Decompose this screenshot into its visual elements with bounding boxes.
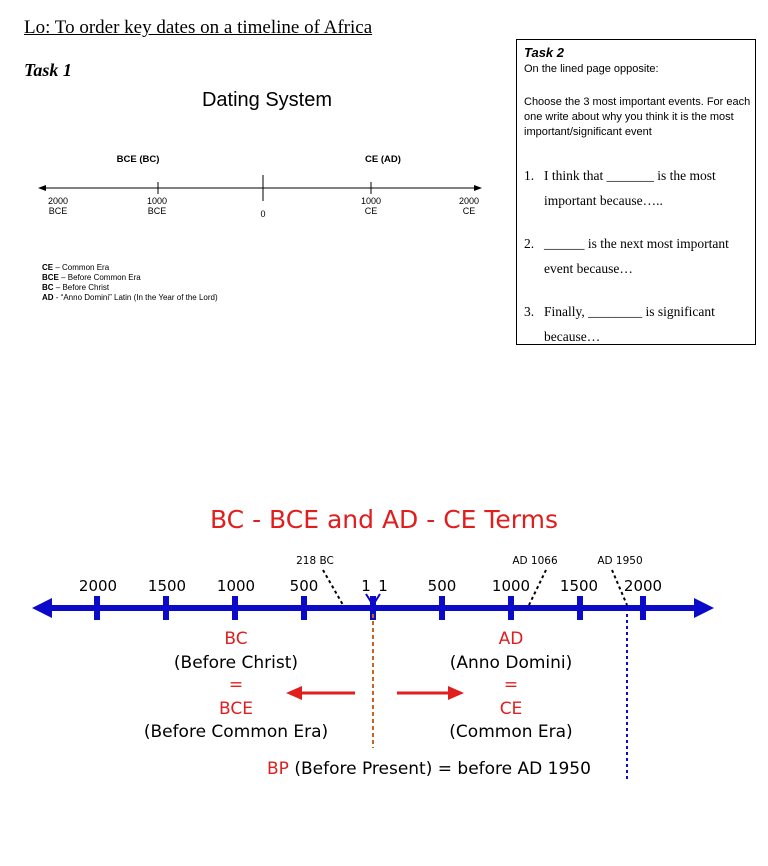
bce-description: (Before Common Era) bbox=[143, 722, 329, 742]
dating-system-diagram bbox=[30, 82, 500, 312]
ce-era-label: CE (AD) bbox=[365, 154, 401, 165]
lesson-objective-heading: Lo: To order key dates on a timeline of Africa bbox=[24, 17, 373, 38]
ad-equals: = bbox=[503, 675, 519, 695]
legend-line: AD - “Anno Domini” Latin (In the Year of the Lord) bbox=[42, 293, 218, 302]
bce-term: BCE bbox=[219, 699, 253, 719]
bc-equals: = bbox=[228, 675, 244, 695]
bc-year-label: 1500 bbox=[147, 577, 187, 595]
axis-tick bbox=[94, 596, 100, 620]
legend-line: BC – Before Christ bbox=[42, 283, 110, 292]
callout-label: 218 BC bbox=[296, 555, 334, 567]
tick-label-year: 0 bbox=[260, 209, 266, 219]
ce-description: (Common Era) bbox=[449, 722, 573, 742]
tick-label-era: CE bbox=[462, 206, 476, 216]
bc-ad-axis-right-arrow bbox=[694, 598, 714, 618]
tick-label-year: 2000 bbox=[47, 196, 69, 206]
tick-label-year: 1000 bbox=[360, 196, 382, 206]
tick-label-era: BCE bbox=[48, 206, 68, 216]
task2-item-text: Finally, ________ is significant because… bbox=[544, 304, 715, 344]
ad-year-label: 1000 bbox=[491, 577, 531, 595]
left-red-arrow-head bbox=[286, 686, 302, 700]
task1-label: Task 1 bbox=[24, 60, 72, 80]
task2-item-text: ______ is the next most important event because… bbox=[544, 236, 729, 276]
tick-label-era: CE bbox=[364, 206, 378, 216]
callout-label: AD 1950 bbox=[597, 555, 643, 567]
bc-ad-title: BC - BCE and AD - CE Terms bbox=[209, 505, 559, 534]
right-red-arrow-head bbox=[448, 686, 464, 700]
axis-tick bbox=[163, 596, 169, 620]
dating-system-title: Dating System bbox=[201, 89, 333, 111]
ad-year-label: 2000 bbox=[623, 577, 663, 595]
task2-item-number: 1. bbox=[524, 168, 535, 183]
callout-leader bbox=[323, 570, 343, 605]
task2-item-text: I think that _______ is the most important because….. bbox=[544, 168, 716, 208]
ad-year-label: 1500 bbox=[559, 577, 599, 595]
bp-definition: BP (Before Present) = before AD 1950 bbox=[267, 759, 591, 779]
axis-tick bbox=[508, 596, 514, 620]
bc-description: (Before Christ) bbox=[173, 653, 299, 673]
bce-era-label: BCE (BC) bbox=[116, 154, 160, 165]
tick-label-era: BCE bbox=[147, 206, 167, 216]
ad-description: (Anno Domini) bbox=[449, 653, 573, 673]
bc-year-label: 1 bbox=[361, 577, 371, 595]
task2-item-number: 2. bbox=[524, 236, 535, 251]
axis-tick bbox=[439, 596, 445, 620]
bc-term: BC bbox=[224, 629, 248, 649]
bc-year-label: 2000 bbox=[78, 577, 118, 595]
ad-term: AD bbox=[498, 629, 524, 649]
axis-tick bbox=[301, 596, 307, 620]
task2-box bbox=[516, 39, 756, 345]
bc-ad-diagram bbox=[0, 490, 768, 790]
axis-tick bbox=[577, 596, 583, 620]
task2-item-number: 3. bbox=[524, 304, 535, 319]
ce-term: CE bbox=[499, 699, 523, 719]
task2-subtitle: On the lined page opposite: bbox=[524, 63, 659, 75]
axis-tick bbox=[232, 596, 238, 620]
task2-intro: Choose the 3 most important events. For each one write about why you think it is the most important/significant event bbox=[524, 96, 751, 138]
axis-tick bbox=[640, 596, 646, 620]
task2-title: Task 2 bbox=[524, 45, 564, 60]
tick-label-year: 2000 bbox=[458, 196, 480, 206]
callout-leader bbox=[529, 570, 546, 605]
ad-year-label: 500 bbox=[427, 577, 457, 595]
bc-year-label: 500 bbox=[289, 577, 319, 595]
bc-year-label: 1000 bbox=[216, 577, 256, 595]
dating-axis-right-arrow bbox=[474, 185, 482, 191]
legend-line: BCE – Before Common Era bbox=[42, 273, 141, 282]
bc-ad-axis-left-arrow bbox=[32, 598, 52, 618]
dating-axis-left-arrow bbox=[38, 185, 46, 191]
legend-line: CE – Common Era bbox=[42, 263, 110, 272]
callout-label: AD 1066 bbox=[512, 555, 558, 567]
ad-year-label: 1 bbox=[378, 577, 388, 595]
tick-label-year: 1000 bbox=[146, 196, 168, 206]
